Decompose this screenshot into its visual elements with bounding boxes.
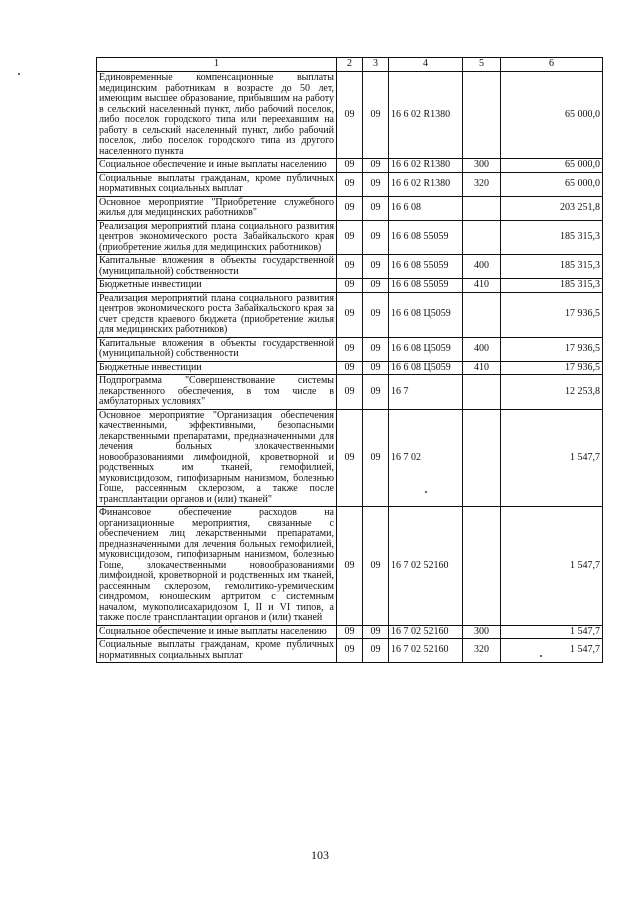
target-article-cell: 16 6 02 R1380: [389, 172, 463, 196]
row-name-cell: Социальное обеспечение и иные выплаты населению: [97, 625, 337, 639]
column-header: 1: [97, 58, 337, 72]
table-row: [97, 375, 603, 410]
target-article-cell: 16 7 02: [389, 409, 463, 507]
row-name-cell: Бюджетные инвестиции: [97, 361, 337, 375]
amount-cell: 65 000,0: [501, 159, 603, 173]
column-header: 3: [363, 58, 389, 72]
subsection-code-cell: 09: [363, 337, 389, 361]
target-article-cell: 16 6 08 55059: [389, 220, 463, 255]
amount-cell: 65 000,0: [501, 72, 603, 159]
column-header: 5: [463, 58, 501, 72]
amount-cell: 185 315,3: [501, 255, 603, 279]
table-row: [97, 279, 603, 293]
subsection-code-cell: 09: [363, 72, 389, 159]
table-row: [97, 409, 603, 507]
section-code-cell: 09: [337, 375, 363, 410]
amount-cell: 1 547,7: [501, 639, 603, 663]
amount-cell: 1 547,7: [501, 409, 603, 507]
expense-type-cell: 410: [463, 279, 501, 293]
expense-type-cell: 320: [463, 172, 501, 196]
subsection-code-cell: 09: [363, 625, 389, 639]
expense-type-cell: 320: [463, 639, 501, 663]
subsection-code-cell: 09: [363, 361, 389, 375]
target-article-cell: 16 6 02 R1380: [389, 72, 463, 159]
page-number: 103: [311, 848, 329, 862]
amount-cell: 1 547,7: [501, 507, 603, 626]
amount-cell: 17 936,5: [501, 292, 603, 337]
row-name-cell: Основное мероприятие "Организация обеспечения качественными, эффективными, безопасными лекарственными препаратами, предназначенными для лечения больных злокачественными новообразованиями лимфоидной, кроветворной и родственных им тканей, гемофилией, муковисцидозом, гипофизарным нанизмом, болезнью Гоше, рассеянным склерозом, а также после трансплантации органов и (или) тканей": [97, 409, 337, 507]
expense-type-cell: 400: [463, 255, 501, 279]
table-row: [97, 292, 603, 337]
target-article-cell: 16 7 02 52160: [389, 639, 463, 663]
target-article-cell: 16 6 02 R1380: [389, 159, 463, 173]
table-row: [97, 639, 603, 663]
amount-cell: 12 253,8: [501, 375, 603, 410]
row-name-cell: Капитальные вложения в объекты государственной (муниципальной) собственности: [97, 255, 337, 279]
row-name-cell: Реализация мероприятий плана социального развития центров экономического роста Забайкальского края за счет средств краевого бюджета (приобретение жилья для медицинских работников): [97, 292, 337, 337]
section-code-cell: 09: [337, 159, 363, 173]
table-row: [97, 72, 603, 159]
row-name-cell: Основное мероприятие "Приобретение служебного жилья для медицинских работников": [97, 196, 337, 220]
amount-cell: 65 000,0: [501, 172, 603, 196]
subsection-code-cell: 09: [363, 292, 389, 337]
row-name-cell: Бюджетные инвестиции: [97, 279, 337, 293]
section-code-cell: 09: [337, 220, 363, 255]
subsection-code-cell: 09: [363, 375, 389, 410]
table-header-row: [97, 58, 603, 72]
table-row: [97, 625, 603, 639]
amount-cell: 203 251,8: [501, 196, 603, 220]
table-row: [97, 220, 603, 255]
subsection-code-cell: 09: [363, 172, 389, 196]
row-name-cell: Капитальные вложения в объекты государственной (муниципальной) собственности: [97, 337, 337, 361]
table-row: [97, 337, 603, 361]
subsection-code-cell: 09: [363, 279, 389, 293]
expense-type-cell: [463, 292, 501, 337]
row-name-cell: Социальные выплаты гражданам, кроме публичных нормативных социальных выплат: [97, 172, 337, 196]
expense-type-cell: [463, 72, 501, 159]
table-row: [97, 361, 603, 375]
target-article-cell: 16 6 08 55059: [389, 279, 463, 293]
expense-type-cell: 300: [463, 159, 501, 173]
subsection-code-cell: 09: [363, 409, 389, 507]
target-article-cell: 16 6 08 Ц5059: [389, 292, 463, 337]
section-code-cell: 09: [337, 625, 363, 639]
row-name-cell: Единовременные компенсационные выплаты медицинским работникам в возрасте до 50 лет, имеющим высшее образование, прибывшим на работу в сельский населенный пункт, либо рабочий поселок, либо поселок городского типа или переехавшим на работу в сельский населенный пункт, либо рабочий поселок, либо поселок городского типа из другого населенного пункта: [97, 72, 337, 159]
table-row: [97, 507, 603, 626]
amount-cell: 1 547,7: [501, 625, 603, 639]
subsection-code-cell: 09: [363, 196, 389, 220]
target-article-cell: 16 6 08 55059: [389, 255, 463, 279]
expense-type-cell: 400: [463, 337, 501, 361]
amount-cell: 185 315,3: [501, 279, 603, 293]
subsection-code-cell: 09: [363, 639, 389, 663]
section-code-cell: 09: [337, 639, 363, 663]
expense-type-cell: 410: [463, 361, 501, 375]
section-code-cell: 09: [337, 279, 363, 293]
expense-type-cell: [463, 196, 501, 220]
amount-cell: 17 936,5: [501, 337, 603, 361]
amount-cell: 185 315,3: [501, 220, 603, 255]
subsection-code-cell: 09: [363, 507, 389, 626]
subsection-code-cell: 09: [363, 255, 389, 279]
target-article-cell: 16 6 08 Ц5059: [389, 361, 463, 375]
column-header: 2: [337, 58, 363, 72]
expense-type-cell: [463, 220, 501, 255]
section-code-cell: 09: [337, 196, 363, 220]
row-name-cell: Подпрограмма "Совершенствование системы лекарственного обеспечения, в том числе в амбулаторных условиях": [97, 375, 337, 410]
table-row: [97, 159, 603, 173]
expense-type-cell: [463, 409, 501, 507]
expense-type-cell: 300: [463, 625, 501, 639]
table-row: [97, 196, 603, 220]
target-article-cell: 16 6 08 Ц5059: [389, 337, 463, 361]
row-name-cell: Финансовое обеспечение расходов на организационные мероприятия, связанные с обеспечением лиц лекарственными препаратами, предназначенными для лечения больных гемофилией, муковисцидозом, гипофизарным нанизмом, болезнью Гоше, злокачественными новообразованиями лимфоидной, кроветворной и родственных им тканей, рассеянным склерозом, гемолитико-уремическим синдромом, юношеским артритом с системным началом, мукополисахаридозом I, II и VI типов, а также после трансплантации органов и (или) тканей: [97, 507, 337, 626]
section-code-cell: 09: [337, 337, 363, 361]
subsection-code-cell: 09: [363, 159, 389, 173]
section-code-cell: 09: [337, 292, 363, 337]
table-row: [97, 172, 603, 196]
target-article-cell: 16 6 08: [389, 196, 463, 220]
amount-cell: 17 936,5: [501, 361, 603, 375]
column-header: 6: [501, 58, 603, 72]
target-article-cell: 16 7 02 52160: [389, 507, 463, 626]
target-article-cell: 16 7 02 52160: [389, 625, 463, 639]
section-code-cell: 09: [337, 409, 363, 507]
budget-table: [96, 57, 603, 663]
row-name-cell: Социальное обеспечение и иные выплаты населению: [97, 159, 337, 173]
expense-type-cell: [463, 507, 501, 626]
row-name-cell: Реализация мероприятий плана социального развития центров экономического роста Забайкальского края (приобретение жилья для медицинских работников): [97, 220, 337, 255]
column-header: 4: [389, 58, 463, 72]
target-article-cell: 16 7: [389, 375, 463, 410]
section-code-cell: 09: [337, 361, 363, 375]
section-code-cell: 09: [337, 172, 363, 196]
scan-dot: [18, 73, 20, 75]
section-code-cell: 09: [337, 72, 363, 159]
subsection-code-cell: 09: [363, 220, 389, 255]
section-code-cell: 09: [337, 255, 363, 279]
table-row: [97, 255, 603, 279]
row-name-cell: Социальные выплаты гражданам, кроме публичных нормативных социальных выплат: [97, 639, 337, 663]
expense-type-cell: [463, 375, 501, 410]
section-code-cell: 09: [337, 507, 363, 626]
